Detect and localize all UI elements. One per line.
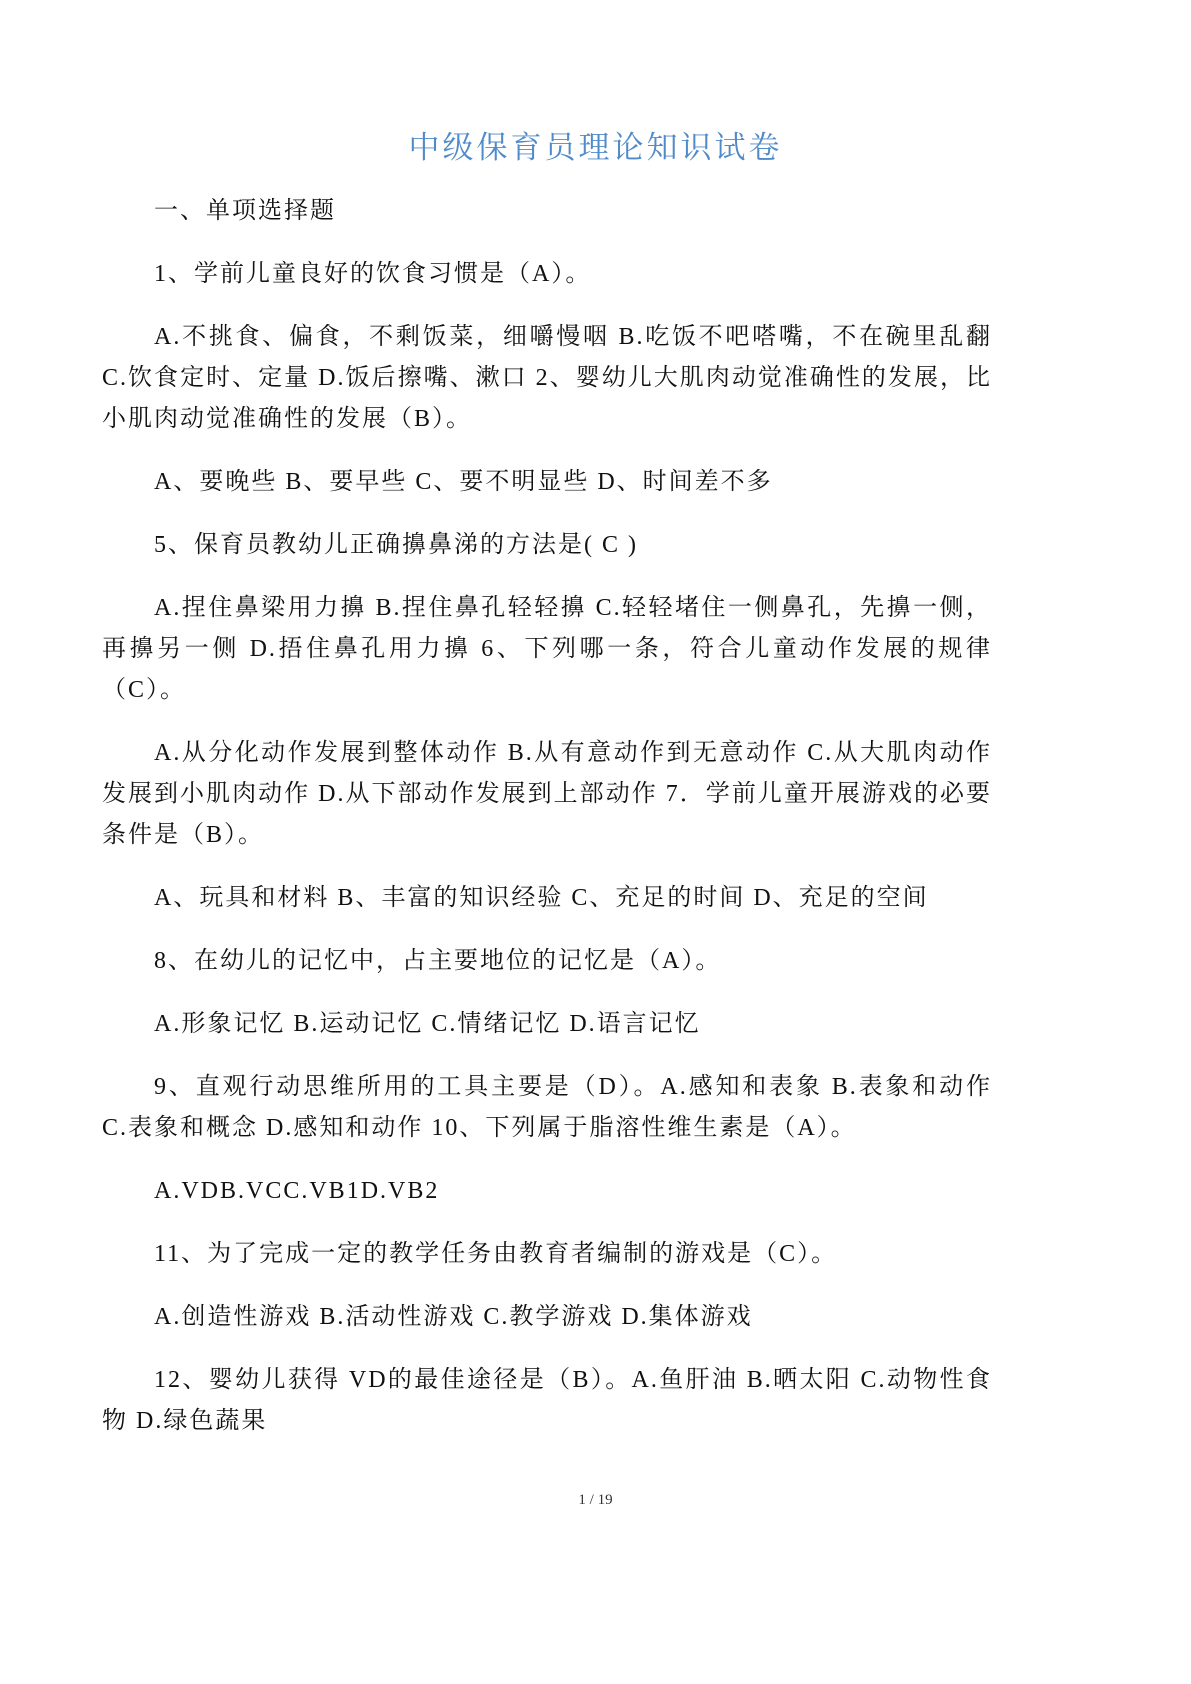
options-paragraph: A.从分化动作发展到整体动作 B.从有意动作到无意动作 C.从大肌肉动作发展到小肌肉动作 D.从下部动作发展到上部动作 7．学前儿童开展游戏的必要条件是（B）。 [102, 740, 992, 848]
question-paragraph: 1、学前儿童良好的饮食习惯是（A）。 [154, 261, 592, 287]
question-paragraph: 9、直观行动思维所用的工具主要是（D）。A.感知和表象 B.表象和动作 C.表象和概念 D.感知和动作 10、下列属于脂溶性维生素是（A）。 [102, 1074, 992, 1141]
question-paragraph: 11、为了完成一定的教学任务由教育者编制的游戏是（C）。 [154, 1241, 838, 1267]
page-number: 1 / 19 [578, 1492, 613, 1508]
question-paragraph: 5、保育员教幼儿正确擤鼻涕的方法是( C ) [154, 532, 638, 558]
options-paragraph: A.不挑食、偏食，不剩饭菜，细嚼慢咽 B.吃饭不吧嗒嘴，不在碗里乱翻 C.饮食定时、定量 D.饭后擦嘴、漱口 2、婴幼儿大肌肉动觉准确性的发展，比小肌肉动觉准确性的发展（B）。 [102, 324, 992, 432]
question-paragraph: 8、在幼儿的记忆中，占主要地位的记忆是（A）。 [154, 948, 722, 974]
options-paragraph: A.创造性游戏 B.活动性游戏 C.教学游戏 D.集体游戏 [154, 1304, 753, 1330]
options-paragraph: A、玩具和材料 B、丰富的知识经验 C、充足的时间 D、充足的空间 [154, 885, 929, 911]
options-paragraph: A.捏住鼻梁用力擤 B.捏住鼻孔轻轻擤 C.轻轻堵住一侧鼻孔，先擤一侧，再擤另一侧 D.捂住鼻孔用力擤 6、下列哪一条，符合儿童动作发展的规律（C）。 [102, 595, 992, 703]
options-paragraph: A.形象记忆 B.运动记忆 C.情绪记忆 D.语言记忆 [154, 1011, 701, 1037]
document-title: 中级保育员理论知识试卷 [408, 130, 783, 165]
options-paragraph: A.VDB.VCC.VB1D.VB2 [154, 1178, 440, 1204]
section-heading: 一、单项选择题 [154, 198, 336, 224]
options-paragraph: A、要晚些 B、要早些 C、要不明显些 D、时间差不多 [154, 469, 773, 495]
document-body [102, 191, 992, 1464]
question-paragraph: 12、婴幼儿获得 VD的最佳途径是（B）。A.鱼肝油 B.晒太阳 C.动物性食物 D.绿色蔬果 [102, 1367, 992, 1434]
